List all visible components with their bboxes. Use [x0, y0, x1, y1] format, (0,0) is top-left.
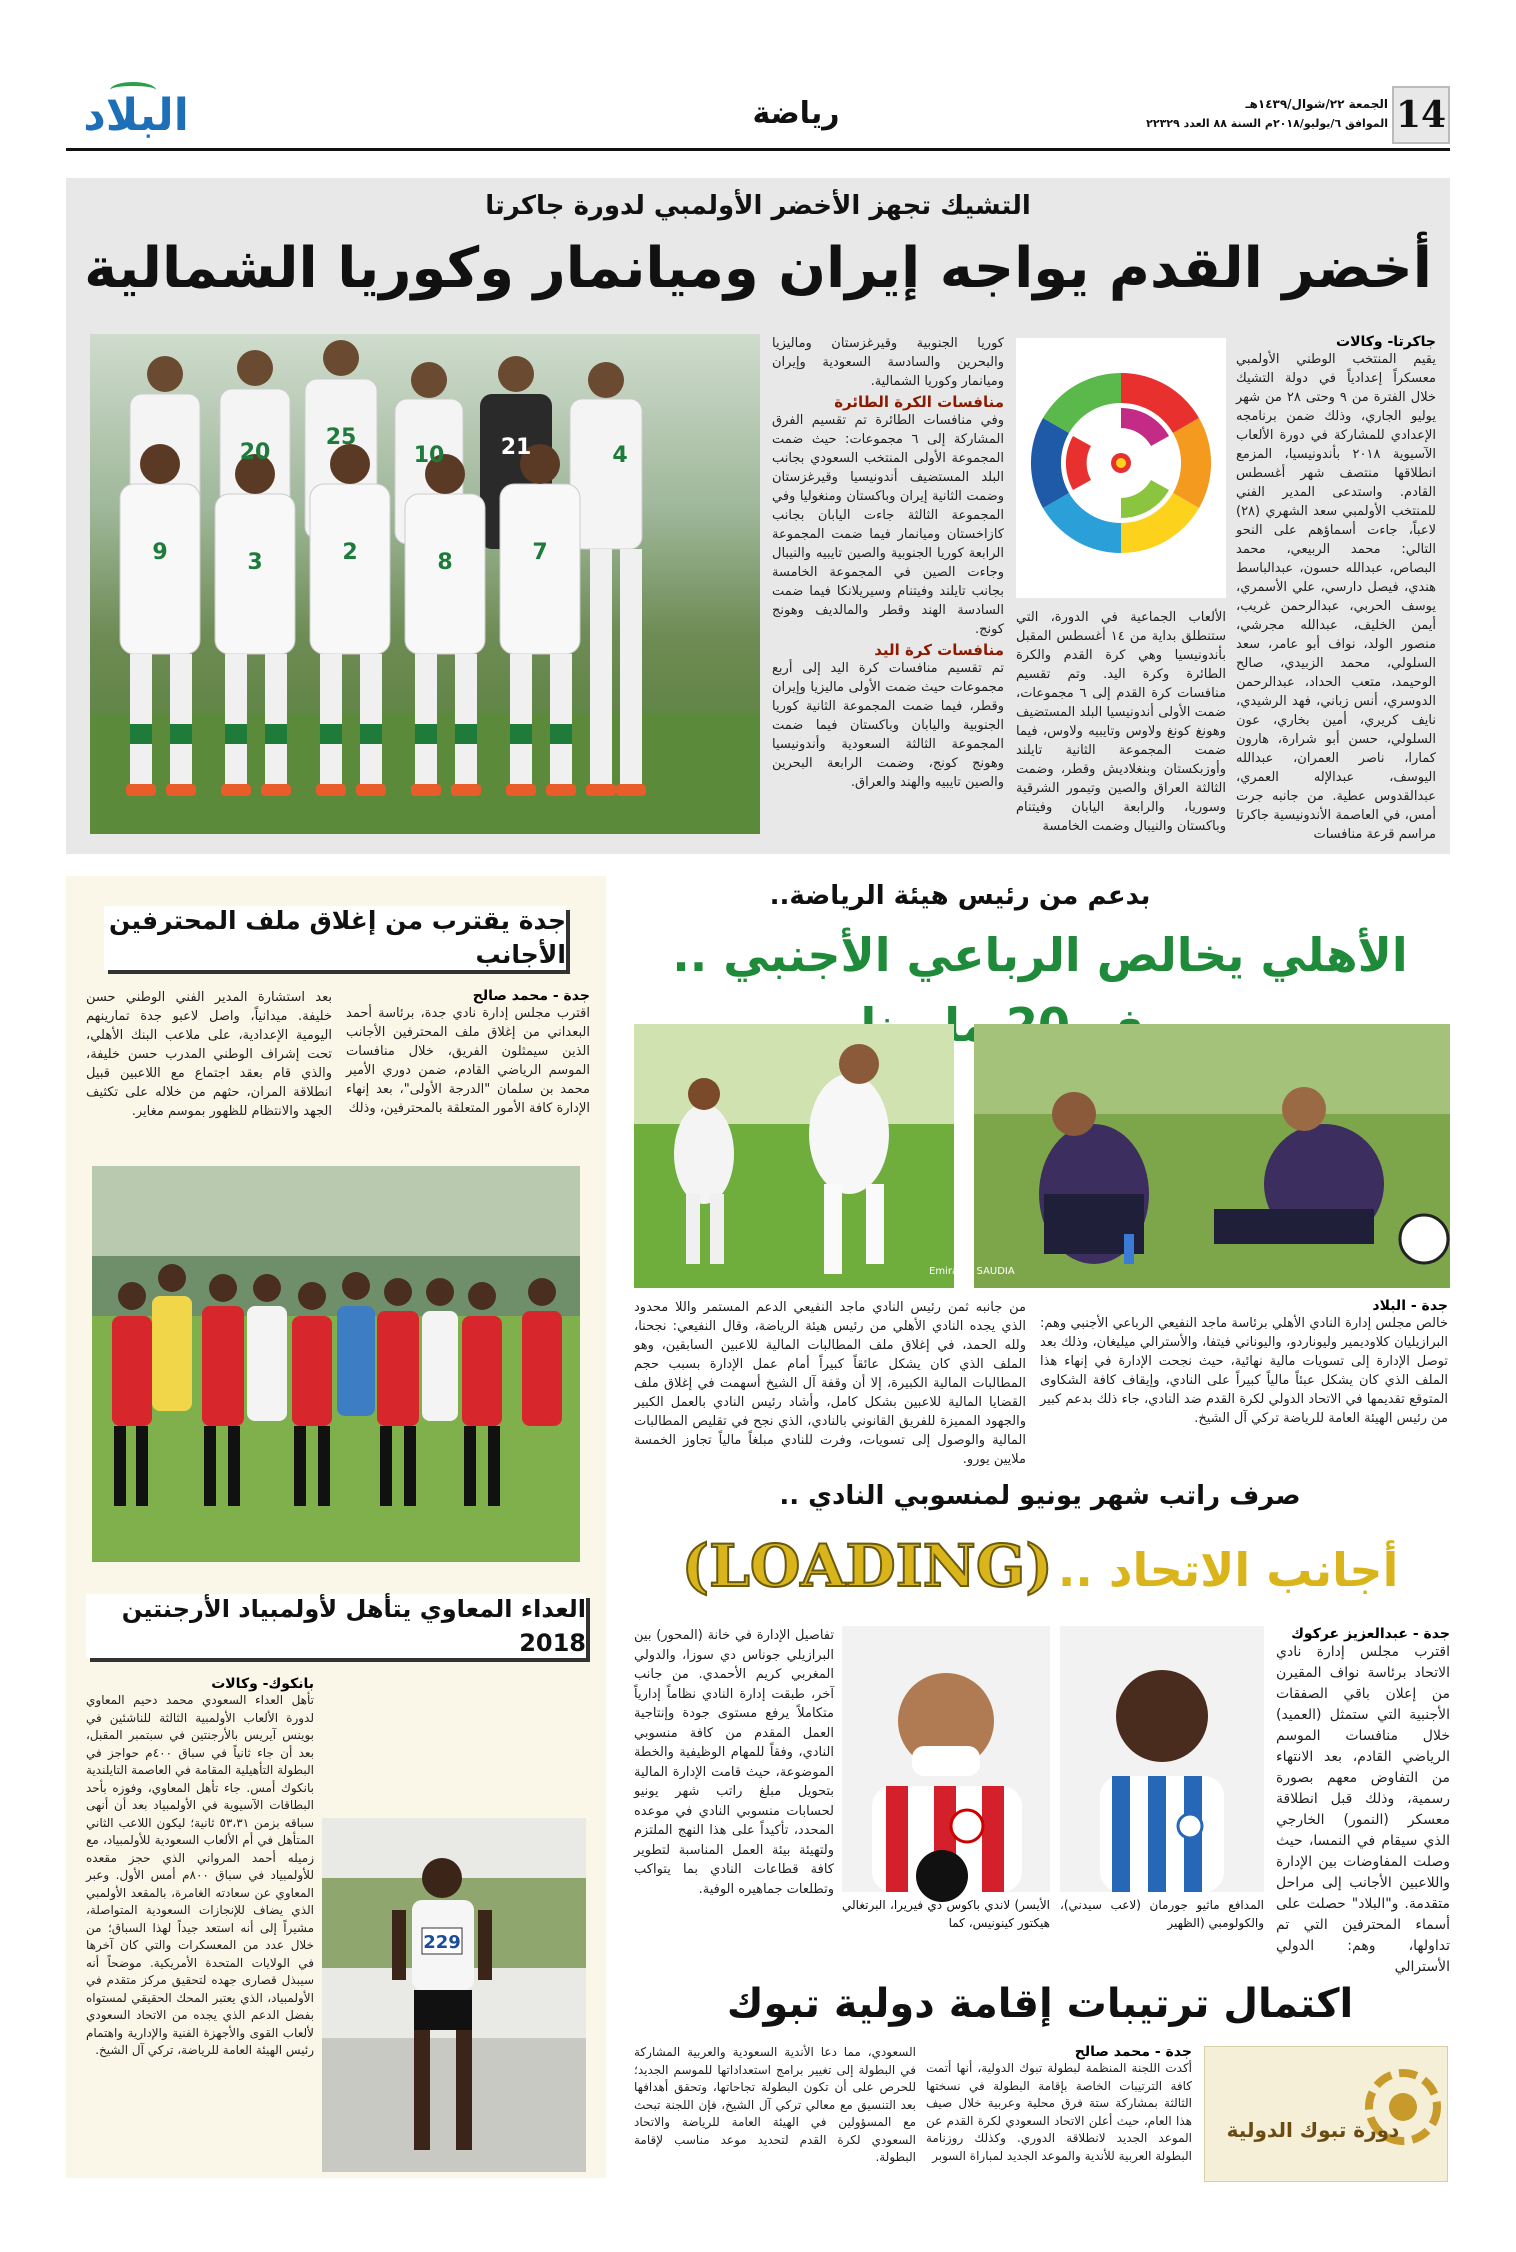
date-line-hijri: الجمعة ٢٢/شوال/١٤٣٩هـ — [1245, 97, 1388, 111]
article5-body-2: تفاصيل الإدارة في خانة (المحور) بين البرازيلي جوناس دي سوزا، والدولي المغربي كريم الأحمدي. من جانب آخر، طبقت إدارة النادي نظاماً إدارياً متكاملاً يرفع مستوى جودة وإنتاجية العمل المقدم من كافة منسوبي النادي، وفقاً للمهام الوظيفية والخطة الموضوعة، حيث قامت الإدارة المالية بتحويل مبلغ راتب شهر يونيو لحسابات منسوبي النادي في موعده المحدد، تأكيداً على هذا النهج الملتزم ولتهيئة بيئة العمل المناسبة لتطوير كافة قطاعات النادي بما يتواكب وتطلعات جماهيره الوفية. — [634, 1628, 834, 1897]
sponsor-badge: Emirates SAUDIA — [929, 1266, 1015, 1277]
section-title: رياضة — [752, 96, 840, 131]
article5-column-1 — [1276, 1626, 1450, 1978]
article6-headline: اكتمال ترتيبات إقامة دولية تبوك — [726, 1981, 1354, 2027]
article2-body-2: من جانبه ثمن رئيس النادي ماجد النفيعي الدعم المستمر واللا محدود الذي يجده النادي الأهلي من رئيس هيئة الرياضة، وقال النفيعي: نجحنا، ولله الحمد، في إغلاق ملف المطالبات المالية للاعبين السابقين، وهو الملف الذي كان يشكل عائقاً كبيراً أمام عمل الإدارة بسبب حجم المطالبات المالية الكبيرة، إلا أن وقفة آل الشيخ أسهمت في إغلاق ملف القضايا المالية للاعبين بشكل كامل، وأشاد رئيس النادي بالعمل الكبير والجهود المميزة للفريق القانوني بالنادي، الذي نجح في تقليص المطالبات المالية والوصول إلى تسويات، وفرت للنادي مبلغاً مالياً تجاوز الخمسة ملايين يورو. — [634, 1300, 1026, 1467]
article6-column-1 — [926, 2044, 1192, 2165]
article2-kicker: بدعم من رئيس هيئة الرياضة.. — [769, 881, 1151, 911]
runner-image — [322, 1818, 586, 2172]
masthead — [66, 86, 1450, 152]
player-gorman-photo — [1060, 1626, 1264, 1892]
article1-body-5: تم تقسيم منافسات كرة اليد إلى أربع مجموعات حيث ضمت الأولى ماليزيا وإيران وقطر، فيما ضمت المجموعة الثانية كوريا الجنوبية واليابان وباكستان فيما ضمت المجموعة الثالثة السعودية وأندونيسيا وهونج كونج، وضمت الرابعة البحرين والصين تايبيه والهند والعراق. — [772, 661, 1004, 790]
article1-subhead-handball: منافسات كرة اليد — [874, 641, 1004, 659]
date-block — [1126, 94, 1388, 134]
jersey-number: 25 — [325, 425, 357, 450]
article-ittihad — [630, 1476, 1450, 1975]
article6-byline: جدة - محمد صالح — [1074, 2044, 1192, 2060]
article1-column-2 — [1016, 608, 1226, 836]
jeddah-training-photo — [92, 1166, 580, 1562]
article2-headline: الأهلي يخالص الرباعي الأجنبي .. — [672, 928, 1408, 982]
page-number: 14 — [1395, 94, 1447, 136]
article5-headline-arabic: أجانب الاتحاد .. — [1057, 1543, 1399, 1597]
article3-column-2 — [86, 988, 332, 1121]
article3-body-1: اقترب مجلس إدارة نادي جدة، برئاسة أحمد البعداني من إغلاق ملف المحترفين الأجانب الذين سيمثلون الفريق، خلال منافسات الموسم الرياضي القادم، ضمن دوري الأمير محمد بن سلمان "الدرجة الأولى"، بعد إنهاء الإدارة كافة الأمور المتعلقة بالمحترفين، وذلك — [346, 1006, 590, 1116]
asian-games-emblem-icon — [1016, 338, 1226, 598]
jersey-number: 10 — [413, 443, 445, 468]
article1-column-3 — [772, 334, 1004, 792]
article5-body-1: اقترب مجلس إدارة نادي الاتحاد برئاسة نواف المقيرن من إعلان باقي الصفقات الأجنبية التي ستمثل (العميد) خلال منافسات الموسم الرياضي القادم، بعد الانتهاء من التفاوض معهم بصورة رسمية، وذلك قبل انطلاقة معسكر (النمور) الخارجي الذي سيقام في النمسا، حيث وصلت المفاوضات بين الإدارة واللاعبين الأجانب إلى مراحل متقدمة. و"البلاد" حصلت على أسماء المحترفين التي تم تداولها، وهم: الدولي الأسترالي — [1276, 1644, 1450, 1975]
article4-headline: العداء المعاوي يتأهل لأولمبياد الأرجنتين 2018 — [121, 1595, 586, 1657]
jersey-number: 3 — [247, 550, 263, 575]
article2-byline: جدة - البلاد — [1372, 1298, 1448, 1314]
player-gorman-image — [1060, 1626, 1264, 1892]
article1-headline: أخضر القدم يواجه إيران وميانمار وكوريا الشمالية — [84, 236, 1432, 301]
masthead-rule — [66, 148, 1450, 151]
ahli-training-image — [974, 1024, 1450, 1288]
article5-headline-loading: (LOADING) — [681, 1532, 1053, 1600]
article4-column — [86, 1676, 314, 2060]
article5-kicker: صرف راتب شهر يونيو لمنسوبي النادي .. — [779, 1481, 1301, 1511]
article1-body-4: وفي منافسات الطائرة تم تقسيم الفرق المشاركة إلى ٦ مجموعات: حيث ضمت المجموعة الأولى المنتخب السعودي بجانب البلد المستضيف أندونيسيا وقيرغزستان وضمت الثانية إيران وباكستان ومنغوليا وفي المجموعة الثالثة جاءت اليابان بجانب كازاخستان وميانمار فيما ضمت المجموعة الرابعة كوريا الجنوبية والصين تايبيه والنيبال وجاءت الصين في المجموعة الخامسة بجانب تايلند وفيتنام وسيريلانكا فيما ضمت السادسة الهند وقطر والمالديف وهونج كونج. — [772, 413, 1004, 637]
article4-headline-box — [86, 1594, 586, 1658]
tabuk-cup-logo — [1204, 2046, 1448, 2182]
jersey-number: 9 — [152, 540, 168, 565]
newspaper-logo — [66, 86, 216, 146]
ahli-match-photo — [634, 1024, 1015, 1288]
article1-byline: جاكرتا- وكالات — [1336, 334, 1436, 350]
article2-body-1: خالص مجلس إدارة النادي الأهلي برئاسة ماجد النفيعي الرباعي الأجنبي وهم: البرازيليان كلاوديمير وليوناردو، واليوناني فيتفا، والأسترالي ميليغان، وذلك بعد توصل الإدارة إلى تسويات مالية نهائية، حيث نجحت الإدارة في إنهاء هذا الملف الذي كان يشكل عبئاً مالياً كبيراً على النادي، وإيقاف كافة الشكاوى المتوقع تقديمها في الاتحاد الدولي لكرة القدم ضد النادي، جاء ذلك بدعم كبير من رئيس الهيئة العامة للرياضة تركي آل الشيخ. — [1040, 1316, 1448, 1426]
article1-subhead-volleyball: منافسات الكرة الطائرة — [834, 393, 1004, 411]
ahli-training-photo — [974, 1024, 1450, 1288]
article1-body-1: يقيم المنتخب الوطني الأولمبي معسكراً إعدادياً في دولة التشيك خلال الفترة من ٩ وحتى ٢٨ من شهر يوليو الجاري، وذلك ضمن برنامجه الإعدادي للمشاركة في دورة الألعاب الآسيوية ٢٠١٨ بأندونيسيا، المزمع انطلاقها منتصف شهر أغسطس القادم. واستدعى المدير الفني للمنتخب الأولمبي سعد الشهري (٢٨) لاعباً، جاءت أسماؤهم على النحو التالي: محمد الربيعي، محمد البصاص، عبدالله حسون، عبدالباسط هندي، فيصل دارسي، علي الأسمري، يوسف الحربي، عبدالرحمن غريب، أيمن الخليف، عبدالله مجرشي، منصور الولد، نواف أبو عامر، سعد السلولي، محمد الزبيدي، صالح الوحيمد، متعب الحداد، عبدالرحمن الدوسري، أنس زباني، فهد الرشيدي، نايف كريري، أمين بخاري، عون السلولي، حسن أبو شرارة، هارون كمارا، ناصر العمران، عبدالله اليوسف، عبدالإله العمري، عبدالقدوس عطية. من جانبه جرت أمس، في العاصمة الأندونيسية جاكرتا مراسم قرعة منافسات — [1236, 352, 1436, 842]
date-line-gregorian: الموافق ٦/يوليو/٢٠١٨م السنة ٨٨ العدد ٢٢٣٢٩ — [1146, 117, 1388, 130]
jersey-number: 8 — [437, 550, 453, 575]
article2-column-1 — [1040, 1298, 1448, 1428]
player-caption-1: المدافع ماثيو جورمان (لاعب سيدني)، والكولومبي (الظهير — [1060, 1898, 1264, 1930]
article3-column-1 — [346, 988, 590, 1118]
jersey-number: 4 — [612, 443, 628, 468]
jeddah-training-image — [92, 1166, 580, 1562]
article1-column-1 — [1236, 334, 1436, 844]
jersey-number: 7 — [532, 540, 548, 565]
article4-byline: بانكوك- وكالات — [211, 1676, 314, 1692]
team-photo-image — [90, 334, 760, 834]
article5-headline — [630, 1526, 1450, 1606]
jersey-number: 21 — [500, 435, 532, 460]
article2-column-2 — [634, 1298, 1026, 1469]
article3-byline: جدة - محمد صالح — [472, 988, 590, 1004]
ahli-match-image — [634, 1024, 1015, 1288]
article1-body-2: الألعاب الجماعية في الدورة، التي ستنطلق بداية من ١٤ أغسطس المقبل بأندونيسيا وهي كرة القدم والكرة الطائرة وكرة اليد. وتم تقسيم منافسات كرة القدم إلى ٦ مجموعات، ضمت الأولى أندونيسيا البلد المستضيف وهونغ كونغ ولاوس وتايبيه ولاوس، فيما ضمت المجموعة الثانية تايلند وأوزبكستان وبنغلاديش وقطر، وضمت الثالثة العراق والصين وتيمور الشرقية وسوريا، والرابعة اليابان وفيتنام وباكستان والنيبال وضمت الخامسة — [1016, 610, 1226, 834]
player-ferreira-photo — [842, 1626, 1050, 1892]
team-photo — [90, 334, 760, 834]
article3-body-2: بعد استشارة المدير الفني الوطني حسن خليفة. ميدانياً، واصل لاعبو جدة تمارينهم اليومية الإعدادية، على ملاعب البنك الأهلي، تحت إشراف الوطني المدرب حسن خليفة، والذي قام بعقد اجتماع مع اللاعبين قبيل انطلاقة المران، حثهم من خلاله على تكثيف الجهد والانتظام للظهور بموسم مغاير. — [86, 990, 332, 1119]
logo-text: البلاد — [83, 90, 189, 141]
article4-body: تأهل العداء السعودي محمد دحيم المعاوي لدورة الألعاب الأولمبية الثالثة للناشئين في بوينس آيريس بالأرجنتين في سبتمبر المقبل، بعد أن جاء ثانياً في سباق ٤٠٠م حواجز في البطولة التأهيلية المقامة في العاصمة التايلندية بانكوك أمس. جاء تأهل المعاوي، وفوزه بأحد البطاقات الآسيوية في الأولمبياد بعد أن أنهى سباقه بزمن ٥٣،٣١ ثانية؛ ليكون اللاعب الثاني المتأهل في أم الألعاب السعودية للأولمبياد، مع زميله أحمد المرواني الذي حجز مقعده للأولمبياد في سباق ٨٠٠م أمس الأول. وعبر المعاوي عن سعادته الغامرة، بالمقعد الأولمبي الذي يضاف للإنجازات السعودية المتواصلة، مشيراً إلى أنه استعد جيداً لهذا السباق؛ من خلال عدد من المعسكرات والتي كان آخرها في الولايات المتحدة الأمريكية. موضحاً أنه سيبذل قصارى جهده لتحقيق مركز متقدم في الأولمبياد، الذي يعتبر المحك الحقيقي لمستواه بفضل الدعم الذي يجده من الاتحاد السعودي لألعاب القوى والأجهزة الفنية والإدارية واهتمام رئيس الهيئة العامة للرياضة، تركي آل الشيخ. — [86, 1693, 314, 2057]
tabuk-cup-icon — [1203, 2047, 1447, 2183]
article5-byline: جدة - عبدالعزيز عركوك — [1291, 1626, 1450, 1642]
article-ahli — [630, 876, 1450, 1467]
runner-photo — [322, 1818, 586, 2172]
article-tabuk — [630, 1976, 1450, 2186]
article1-kicker: التشيك تجهز الأخضر الأولمبي لدورة جاكرتا — [485, 191, 1031, 221]
article3-headline: جدة يقترب من إغلاق ملف المحترفين الأجانب — [109, 906, 566, 969]
article6-body-2: السعودي، مما دعا الأندية السعودية والعربية المشاركة في البطولة إلى تغيير برامج استعداداتها للموسم الجديد؛ للحرص على أن تكون البطولة تجاحاتها، وتحقق أهدافها بعد التنسيق مع معالي تركي آل الشيخ، فإن اللجنة تبحث مع المسؤولين في الهيئة العامة للرياضة والاتحاد السعودي لكرة القدم لتحديد موعد مناسب لإقامة البطولة. — [634, 2045, 916, 2164]
article5-column-2 — [634, 1626, 834, 1899]
jersey-number: 2 — [342, 540, 358, 565]
runner-bib-number: 229 — [423, 1932, 461, 1953]
player-caption-2: الأيسر) لاندي باكوس دي فيريرا، البرتغالي هيكتور كينونيس، كما — [842, 1898, 1050, 1930]
tabuk-logo-text: دورة تبوك الدولية — [1226, 2118, 1400, 2142]
article-olympic-team — [66, 178, 1450, 854]
player-ferreira-image — [842, 1626, 1050, 1892]
article3-headline-box — [104, 906, 566, 970]
article6-body-1: أكدت اللجنة المنظمة لبطولة تبوك الدولية، أنها أتمت كافة الترتيبات الخاصة بإقامة البطولة في نسختها الثالثة بمشاركة ستة فرق محلية وعربية خلال صيف هذا العام، حيث أعلن الاتحاد السعودي لكرة القدم عن الموعد الجديد لانطلاقة الدوري. وكذلك روزنامة البطولة العربية للأندية والموعد الجديد لمباراة السوبر — [926, 2061, 1192, 2163]
page-number-box — [1392, 86, 1450, 144]
asian-games-logo — [1016, 338, 1226, 598]
jersey-number: 20 — [239, 440, 271, 465]
left-sidebar — [66, 876, 606, 2178]
article6-column-2 — [634, 2044, 916, 2167]
article1-body-3: كوريا الجنوبية وقيرغزستان وماليزيا والبحرين والسادسة السعودية وإيران وميانمار وكوريا الشمالية. — [772, 336, 1004, 389]
